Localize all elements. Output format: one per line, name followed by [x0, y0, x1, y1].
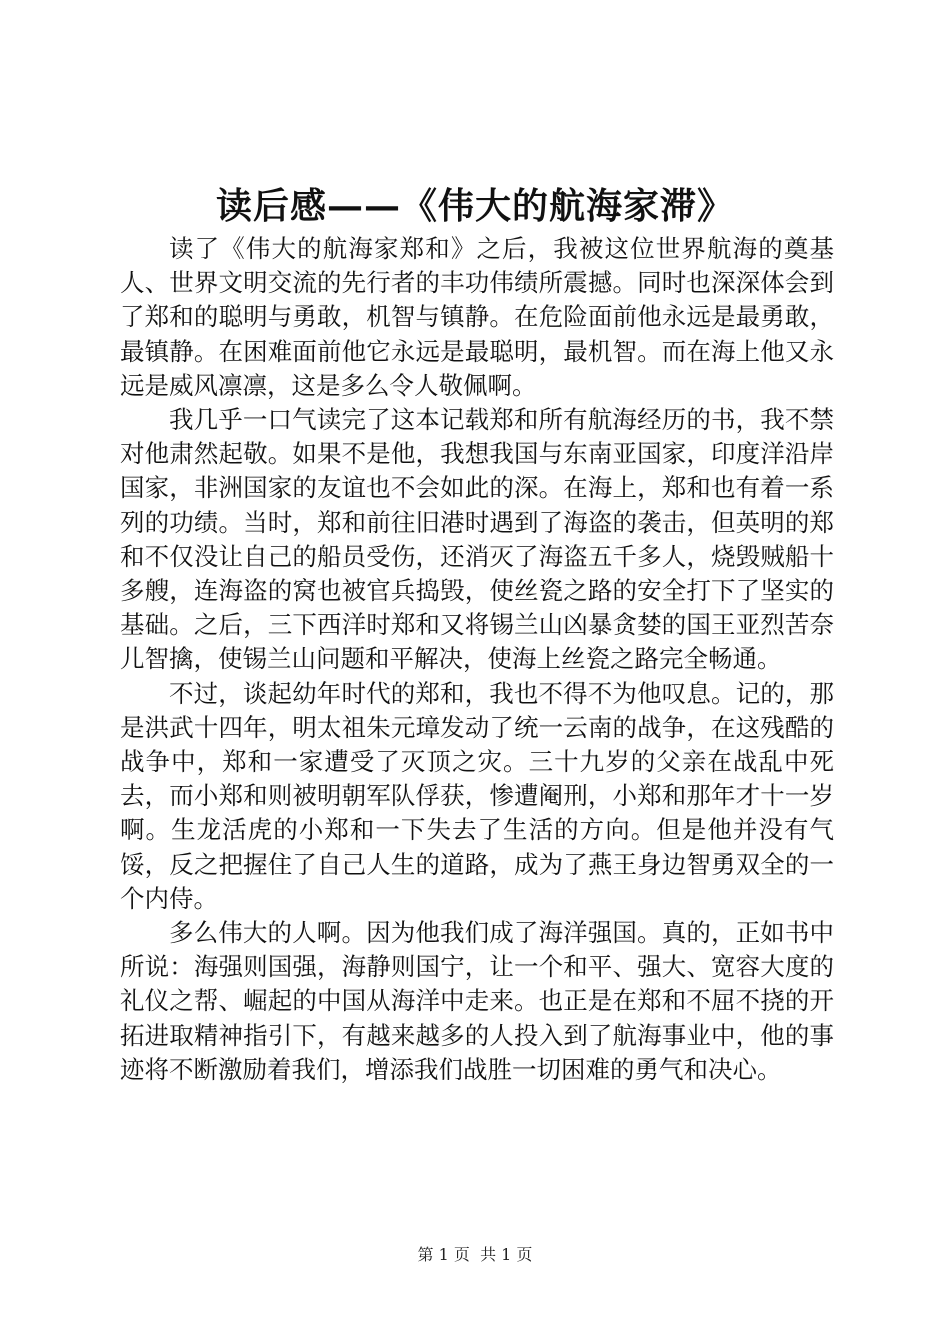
paragraph: 多么伟大的人啊。因为他我们成了海洋强国。真的，正如书中所说：海强则国强，海静则国宁，让一个和平、强大、宽容大度的礼仪之帮、崛起的中国从海洋中走来。也正是在郑和不屈不挠的开拓进取精神指引下，有越来越多的人投入到了航海事业中，他的事迹将不断激励着我们，增添我们战胜一切困难的勇气和决心。 [120, 918, 834, 1084]
page-number-label: 第 1 页 共 1 页 [417, 1245, 533, 1264]
paragraph: 不过，谈起幼年时代的郑和，我也不得不为他叹息。记的，那是洪武十四年，明太祖朱元璋发动了统一云南的战争，在这残酷的战争中，郑和一家遭受了灭顶之灾。三十九岁的父亲在战乱中死去，而小郑和则被明朝军队俘获，惨遭阉刑，小郑和那年才十一岁啊。生龙活虎的小郑和一下失去了生活的方向。但是他并没有气馁，反之把握住了自己人生的道路，成为了燕王身边智勇双全的一个内侍。 [120, 678, 834, 913]
page-footer [0, 1244, 950, 1266]
paragraph: 我几乎一口气读完了这本记载郑和所有航海经历的书，我不禁对他肃然起敬。如果不是他，我想我国与东南亚国家，印度洋沿岸国家，非洲国家的友谊也不会如此的深。在海上，郑和也有着一系列的功绩。当时，郑和前往旧港时遇到了海盗的袭击，但英明的郑和不仅没让自己的船员受伤，还消灭了海盗五千多人，烧毁贼船十多艘，连海盗的窝也被官兵捣毁，使丝瓷之路的安全打下了坚实的基础。之后，三下西洋时郑和又将锡兰山凶暴贪婪的国王亚烈苦奈儿智擒，使锡兰山问题和平解决，使海上丝瓷之路完全畅通。 [120, 405, 834, 674]
paragraph: 读了《伟大的航海家郑和》之后，我被这位世界航海的奠基人、世界文明交流的先行者的丰功伟绩所震撼。同时也深深体会到了郑和的聪明与勇敢，机智与镇静。在危险面前他永远是最勇敢，最镇静。在困难面前他它永远是最聪明，最机智。而在海上他又永远是威风凛凛，这是多么令人敬佩啊。 [120, 234, 834, 400]
document-body [120, 232, 834, 1087]
document-title: 读后感——《伟大的航海家滞》 [215, 185, 734, 227]
